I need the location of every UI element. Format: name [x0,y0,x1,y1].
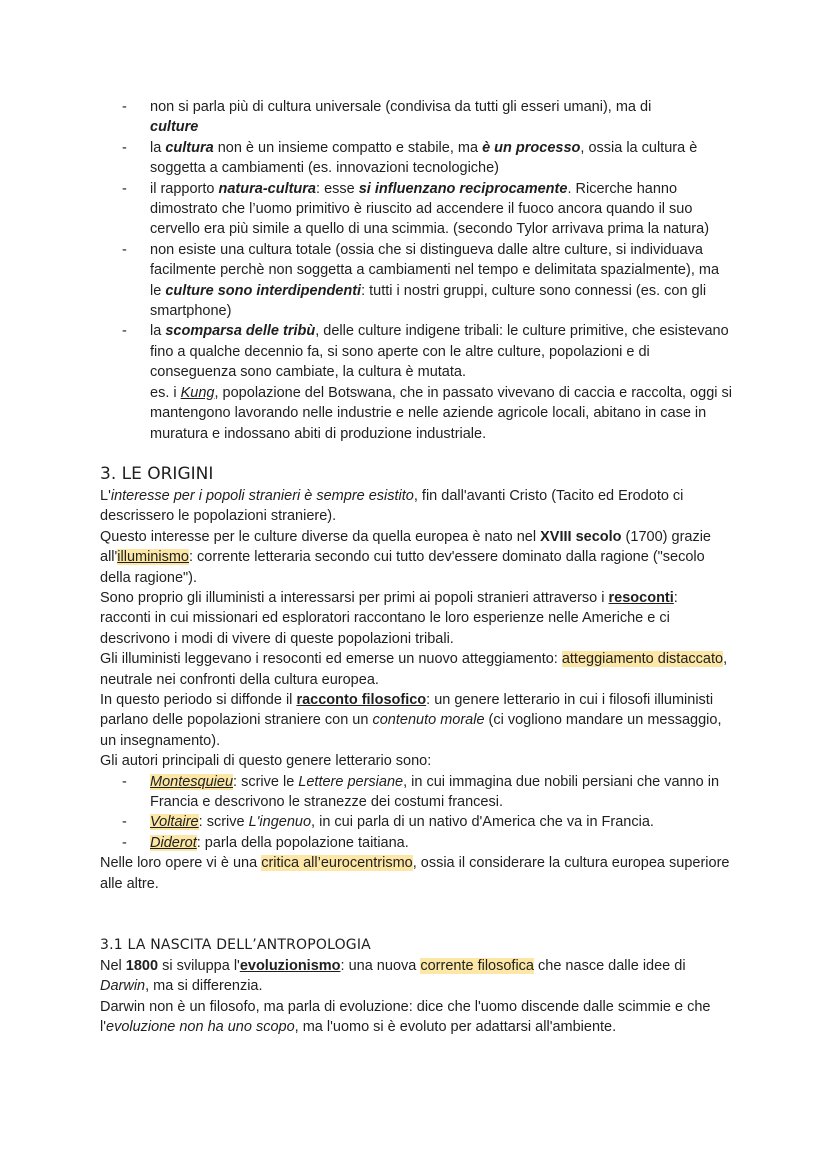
document-page [100,97,732,1038]
paragraph: In questo periodo si diffonde il racconto filosofico: un genere letterario in cui i filosofi illuministi parlano delle popolazioni straniere con un contenuto morale (ci vogliono mandare un messaggio, un insegnamento). [100,691,722,749]
list-item: - non si parla più di cultura universale (condivisa da tutti gli esseri umani), ma di culture [122,99,652,136]
paragraph: Questo interesse per le culture diverse da quella europea è nato nel XVIII secolo (1700) grazie all'illuminismo: corrente letteraria secondo cui tutto dev'essere dominato dalla ragione ("secolo della ragione"). [100,528,711,586]
list-item: - la scomparsa delle tribù, delle culture indigene tribali: le culture primitive, che esistevano fino a qualche decennio fa, si sono aperte con le altre culture, popolazioni e di conseguenza sono cambiate, la cultura è mutata. es. i Kung, popolazione del Botswana, che in passato vivevano di caccia e raccolta, oggi si mantengono lavorando nelle industrie e nelle aziende agricole locali, abitano in case in muratura e indossano abiti di produzione industriale. [122,323,732,442]
list-item: - la cultura non è un insieme compatto e stabile, ma è un processo, ossia la cultura è soggetta a cambiamenti (es. innovazioni tecnologiche) [122,139,698,177]
list-item: - Diderot: parla della popolazione taitiana. [100,833,732,853]
paragraph: Sono proprio gli illuministi a interessarsi per primi ai popoli stranieri attraverso i resoconti: racconti in cui missionari ed esploratori raccontano le loro esperienze nelle Americhe e ci descrivono i modi di vivere di queste popolazioni tribali. [100,589,678,647]
bullet-dash: - [122,773,127,790]
bullet-dash: - [122,814,127,831]
list-item: - il rapporto natura-cultura: esse si influenzano reciprocamente. Ricerche hanno dimostrato che l’uomo primitivo è riuscito ad accendere il fuoco ancora quando il suo cervello era più simile a quello di una scimmia. (secondo Tylor arrivava prima la natura) [122,180,710,238]
paragraph: Darwin non è un filosofo, ma parla di evoluzione: dice che l'uomo discende dalle scimmie e che l'evoluzione non ha uno scopo, ma l'uomo si è evoluto per adattarsi all'ambiente. [100,998,711,1036]
bullet-dash: - [122,323,127,340]
list-item: - Voltaire: scrive L'ingenuo, in cui parla di un nativo d'America che va in Francia. [100,812,732,832]
paragraph: Nel 1800 si sviluppa l'evoluzionismo: una nuova corrente filosofica che nasce dalle idee di Darwin, ma si differenzia. [100,958,686,995]
list-item: - Montesquieu: scrive le Lettere persiane, in cui immagina due nobili persiani che vanno in Francia e descrivono le stranezze dei costumi francesi. [122,773,720,810]
highlight: critica all’eurocentrismo [261,855,413,872]
bullet-dash: - [122,139,127,156]
bullet-dash: - [122,99,127,115]
bullet-dash: - [122,241,127,258]
bullet-list [100,97,732,444]
section-heading-nascita: 3.1 LA NASCITA DELL’ANTROPOLOGIA [100,937,371,954]
section-heading-origini: 3. LE ORIGINI [100,463,214,484]
highlight: Diderot [150,834,197,851]
bullet-dash: - [122,834,127,851]
paragraph: Gli autori principali di questo genere letterario sono: [100,753,432,770]
highlight: corrente filosofica [420,958,534,975]
highlight: atteggiamento distaccato [561,651,724,668]
bullet-dash: - [122,180,127,197]
list-item: - non esiste una cultura totale (ossia che si distingueva dalle altre culture, si individuava facilmente perchè non soggetta a cambiamenti nel tempo e delimitata spazialmente), ma le culture sono interdipendenti: tutti i nostri gruppi, culture sono connessi (es. con gli smartphone) [122,241,720,320]
highlight: illuminismo [117,549,189,566]
authors-list [100,772,732,854]
paragraph: L'interesse per i popoli stranieri è sempre esistito, fin dall'avanti Cristo (Tacito ed Erodoto ci descrissero le popolazioni straniere). [100,487,684,525]
paragraph: Gli illuministi leggevano i resoconti ed emerse un nuovo atteggiamento: atteggiamento distaccato, neutrale nei confronti della cultura europea. [100,651,728,688]
highlight: Voltaire [150,814,199,831]
highlight: Montesquieu [150,773,234,790]
paragraph: Nelle loro opere vi è una critica all’eurocentrismo, ossia il considerare la cultura europea superiore alle altre. [100,855,730,892]
